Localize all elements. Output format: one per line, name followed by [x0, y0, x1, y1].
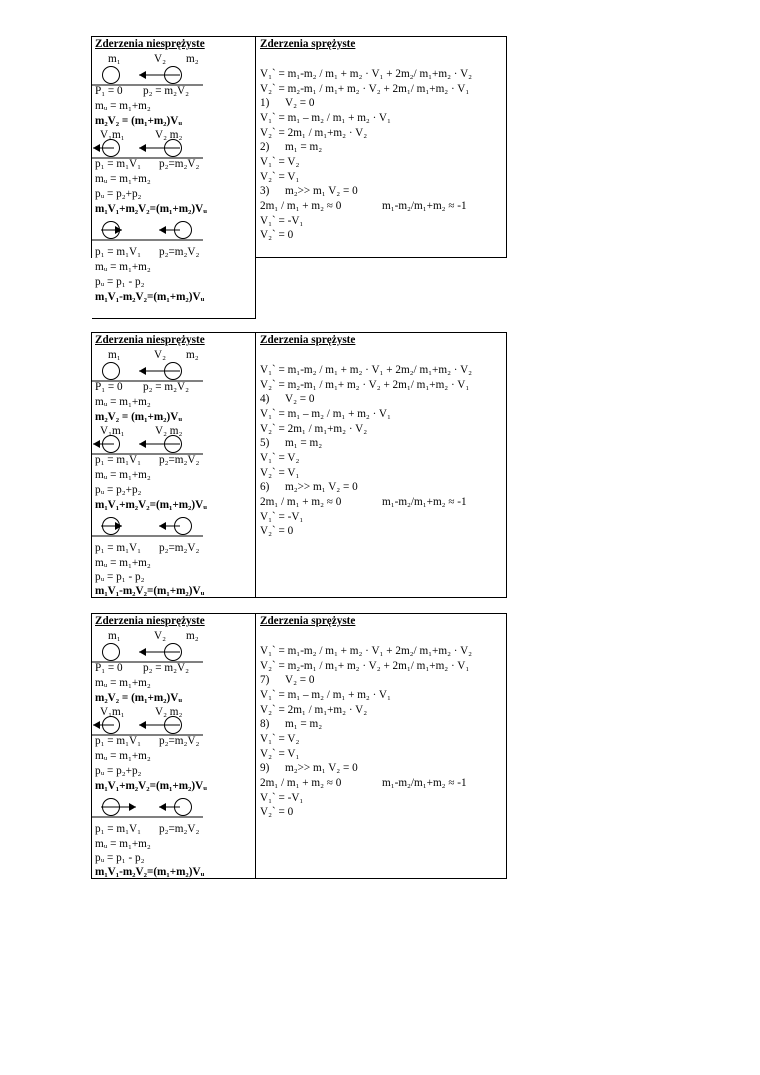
label-v2m2: V₂ m₂	[155, 706, 183, 718]
ball-1-icon	[103, 644, 120, 661]
diagram-inelastic-3	[92, 515, 256, 545]
case-9-b: m₁-m₂/m₁+m₂ ≈ -1	[382, 777, 467, 789]
p1-row: p₁ = m₁V₁	[95, 542, 141, 554]
eq-inelastic-1: m₂V₂ = (m₁+m₂)Vᵤ	[95, 411, 182, 423]
arrowhead-icon	[93, 721, 100, 729]
arrowhead-icon	[93, 144, 100, 152]
p2-row: p₂=m₂V₂	[159, 823, 200, 835]
case-5-number: 5)	[260, 437, 270, 449]
case-3-v2: V₂` = 0	[260, 229, 294, 241]
case-8-v1: V₁` = V₂	[260, 733, 300, 745]
eq-inelastic-1: m₂V₂ = (m₁+m₂)Vᵤ	[95, 115, 182, 127]
label-v2: V₂	[154, 53, 166, 65]
diagram-inelastic-3	[92, 219, 256, 249]
case-9-condition: m₂>> m₁ V₂ = 0	[285, 762, 358, 774]
v1-prime: V₁` = m₁-m₂ / m₁ + m₂ · V₁ + 2m₂/ m₁+m₂ · V₂	[260, 645, 473, 657]
case-1-v1: V₁` = m₁ – m₂ / m₁ + m₂ · V₁	[260, 112, 391, 124]
case-1-v2: V₂` = 2m₁ / m₁+m₂ · V₂	[260, 127, 368, 139]
case-4-v1: V₁` = m₁ – m₂ / m₁ + m₂ · V₁	[260, 408, 391, 420]
elastic-column	[256, 614, 506, 878]
pu-row: pᵤ = p₁ - p₂	[95, 276, 145, 288]
case-2-v2: V₂` = V₁	[260, 171, 300, 183]
case-8-number: 8)	[260, 718, 270, 730]
p2-row: p₂=m₂V₂	[159, 158, 200, 170]
case-7-v1: V₁` = m₁ – m₂ / m₁ + m₂ · V₁	[260, 689, 391, 701]
case-1-number: 1)	[260, 97, 270, 109]
v2-prime: V₂` = m₂-m₁ / m₁+ m₂ · V₂ + 2m₁/ m₁+m₂ · V₁	[260, 660, 470, 672]
elastic-title: Zderzenia sprężyste	[260, 615, 356, 627]
eq-inelastic-2: m₁V₁+m₂V₂=(m₁+m₂)Vᵤ	[95, 499, 207, 511]
collision-card-2	[91, 332, 507, 598]
case-6-v1: V₁` = -V₁	[260, 511, 304, 523]
p1-row: P₁ = 0	[95, 85, 123, 97]
case-8-v2: V₂` = V₁	[260, 748, 300, 760]
pu-row: pᵤ = p₁ - p₂	[95, 852, 145, 864]
v1-prime: V₁` = m₁-m₂ / m₁ + m₂ · V₁ + 2m₂/ m₁+m₂ · V₂	[260, 364, 473, 376]
arrowhead-icon	[139, 367, 146, 375]
p1-row: P₁ = 0	[95, 662, 123, 674]
label-v1m1: V₁m₁	[100, 129, 125, 141]
case-9-v1: V₁` = -V₁	[260, 792, 304, 804]
collision-card-3	[91, 613, 507, 879]
case-6-b: m₁-m₂/m₁+m₂ ≈ -1	[382, 496, 467, 508]
elastic-title: Zderzenia sprężyste	[260, 38, 356, 50]
case-2-condition: m₁ = m₂	[285, 141, 323, 153]
case-1-condition: V₂ = 0	[285, 97, 315, 109]
elastic-title: Zderzenia sprężyste	[260, 334, 356, 346]
elastic-column	[256, 37, 506, 257]
inelastic-column	[92, 614, 256, 878]
p1-row: p₁ = m₁V₁	[95, 158, 141, 170]
label-m1: m₁	[108, 349, 121, 361]
case-5-v2: V₂` = V₁	[260, 467, 300, 479]
label-v2m2: V₂ m₂	[155, 129, 183, 141]
arrowhead-icon	[139, 144, 146, 152]
label-v2: V₂	[154, 630, 166, 642]
mu-row: mᵤ = m₁+m₂	[95, 838, 151, 850]
eq-inelastic-3: m₁V₁-m₂V₂=(m₁+m₂)Vᵤ	[95, 291, 205, 303]
case-6-number: 6)	[260, 481, 270, 493]
mu-row: mᵤ = m₁+m₂	[95, 173, 151, 185]
p2-row: p₂ = m₂V₂	[143, 381, 189, 393]
p2-row: p₂=m₂V₂	[159, 735, 200, 747]
case-6-v2: V₂` = 0	[260, 525, 294, 537]
p1-row: P₁ = 0	[95, 381, 123, 393]
arrowhead-icon	[139, 721, 146, 729]
inelastic-column	[92, 37, 256, 319]
p1-row: p₁ = m₁V₁	[95, 735, 141, 747]
arrowhead-icon	[159, 226, 166, 234]
p1-row: p₁ = m₁V₁	[95, 823, 141, 835]
case-5-condition: m₁ = m₂	[285, 437, 323, 449]
inelastic-title: Zderzenia niesprężyste	[95, 334, 205, 346]
p2-row: p₂=m₂V₂	[159, 542, 200, 554]
label-m1: m₁	[108, 630, 121, 642]
p2-row: p₂=m₂V₂	[159, 246, 200, 258]
case-3-condition: m₂>> m₁ V₂ = 0	[285, 185, 358, 197]
mu-row: mᵤ = m₁+m₂	[95, 750, 151, 762]
v1-prime: V₁` = m₁-m₂ / m₁ + m₂ · V₁ + 2m₂/ m₁+m₂ · V₂	[260, 68, 473, 80]
pu-row: pᵤ = p₂+p₂	[95, 765, 142, 777]
elastic-column	[256, 333, 506, 597]
diagram-inelastic-3	[92, 796, 256, 826]
case-9-number: 9)	[260, 762, 270, 774]
label-m2: m₂	[186, 630, 199, 642]
mu-row: mᵤ = m₁+m₂	[95, 469, 151, 481]
case-6-a: 2m₁ / m₁ + m₂ ≈ 0	[260, 496, 342, 508]
case-3-v1: V₁` = -V₁	[260, 215, 304, 227]
case-3-number: 3)	[260, 185, 270, 197]
arrowhead-icon	[139, 648, 146, 656]
p1-row: p₁ = m₁V₁	[95, 246, 141, 258]
eq-inelastic-2: m₁V₁+m₂V₂=(m₁+m₂)Vᵤ	[95, 203, 207, 215]
arrowhead-icon	[159, 522, 166, 530]
mu-row: mᵤ = m₁+m₂	[95, 100, 151, 112]
inelastic-column	[92, 333, 256, 597]
case-5-v1: V₁` = V₂	[260, 452, 300, 464]
case-7-condition: V₂ = 0	[285, 674, 315, 686]
arrowhead-icon	[139, 71, 146, 79]
eq-inelastic-2: m₁V₁+m₂V₂=(m₁+m₂)Vᵤ	[95, 780, 207, 792]
collision-card-1	[91, 36, 507, 303]
label-v2: V₂	[154, 349, 166, 361]
p1-row: p₁ = m₁V₁	[95, 454, 141, 466]
inelastic-title: Zderzenia niesprężyste	[95, 615, 205, 627]
eq-inelastic-3: m₁V₁-m₂V₂=(m₁+m₂)Vᵤ	[95, 866, 205, 878]
arrowhead-icon	[159, 803, 166, 811]
mu-row: mᵤ = m₁+m₂	[95, 677, 151, 689]
mu-row: mᵤ = m₁+m₂	[95, 396, 151, 408]
case-7-number: 7)	[260, 674, 270, 686]
p2-row: p₂=m₂V₂	[159, 454, 200, 466]
pu-row: pᵤ = p₂+p₂	[95, 188, 142, 200]
case-9-v2: V₂` = 0	[260, 806, 294, 818]
case-4-condition: V₂ = 0	[285, 393, 315, 405]
label-v1m1: V₁m₁	[100, 706, 125, 718]
mu-row: mᵤ = m₁+m₂	[95, 557, 151, 569]
p2-row: p₂ = m₂V₂	[143, 85, 189, 97]
p2-row: p₂ = m₂V₂	[143, 662, 189, 674]
label-m2: m₂	[186, 349, 199, 361]
case-2-v1: V₁` = V₂	[260, 156, 300, 168]
case-9-a: 2m₁ / m₁ + m₂ ≈ 0	[260, 777, 342, 789]
case-4-v2: V₂` = 2m₁ / m₁+m₂ · V₂	[260, 423, 368, 435]
pu-row: pᵤ = p₁ - p₂	[95, 571, 145, 583]
mu-row: mᵤ = m₁+m₂	[95, 261, 151, 273]
label-v2m2: V₂ m₂	[155, 425, 183, 437]
ball-1-icon	[103, 67, 120, 84]
label-v1m1: V₁m₁	[100, 425, 125, 437]
case-4-number: 4)	[260, 393, 270, 405]
label-m2: m₂	[186, 53, 199, 65]
eq-inelastic-1: m₂V₂ = (m₁+m₂)Vᵤ	[95, 692, 182, 704]
case-2-number: 2)	[260, 141, 270, 153]
eq-inelastic-3: m₁V₁-m₂V₂=(m₁+m₂)Vᵤ	[95, 585, 205, 597]
case-7-v2: V₂` = 2m₁ / m₁+m₂ · V₂	[260, 704, 368, 716]
v2-prime: V₂` = m₂-m₁ / m₁+ m₂ · V₂ + 2m₁/ m₁+m₂ · V₁	[260, 83, 470, 95]
case-3-a: 2m₁ / m₁ + m₂ ≈ 0	[260, 200, 342, 212]
inelastic-title: Zderzenia niesprężyste	[95, 38, 205, 50]
ball-1-icon	[103, 363, 120, 380]
arrowhead-icon	[93, 440, 100, 448]
pu-row: pᵤ = p₂+p₂	[95, 484, 142, 496]
arrowhead-icon	[139, 440, 146, 448]
case-3-b: m₁-m₂/m₁+m₂ ≈ -1	[382, 200, 467, 212]
label-m1: m₁	[108, 53, 121, 65]
arrowhead-icon	[129, 803, 136, 811]
case-8-condition: m₁ = m₂	[285, 718, 323, 730]
v2-prime: V₂` = m₂-m₁ / m₁+ m₂ · V₂ + 2m₁/ m₁+m₂ · V₁	[260, 379, 470, 391]
case-6-condition: m₂>> m₁ V₂ = 0	[285, 481, 358, 493]
